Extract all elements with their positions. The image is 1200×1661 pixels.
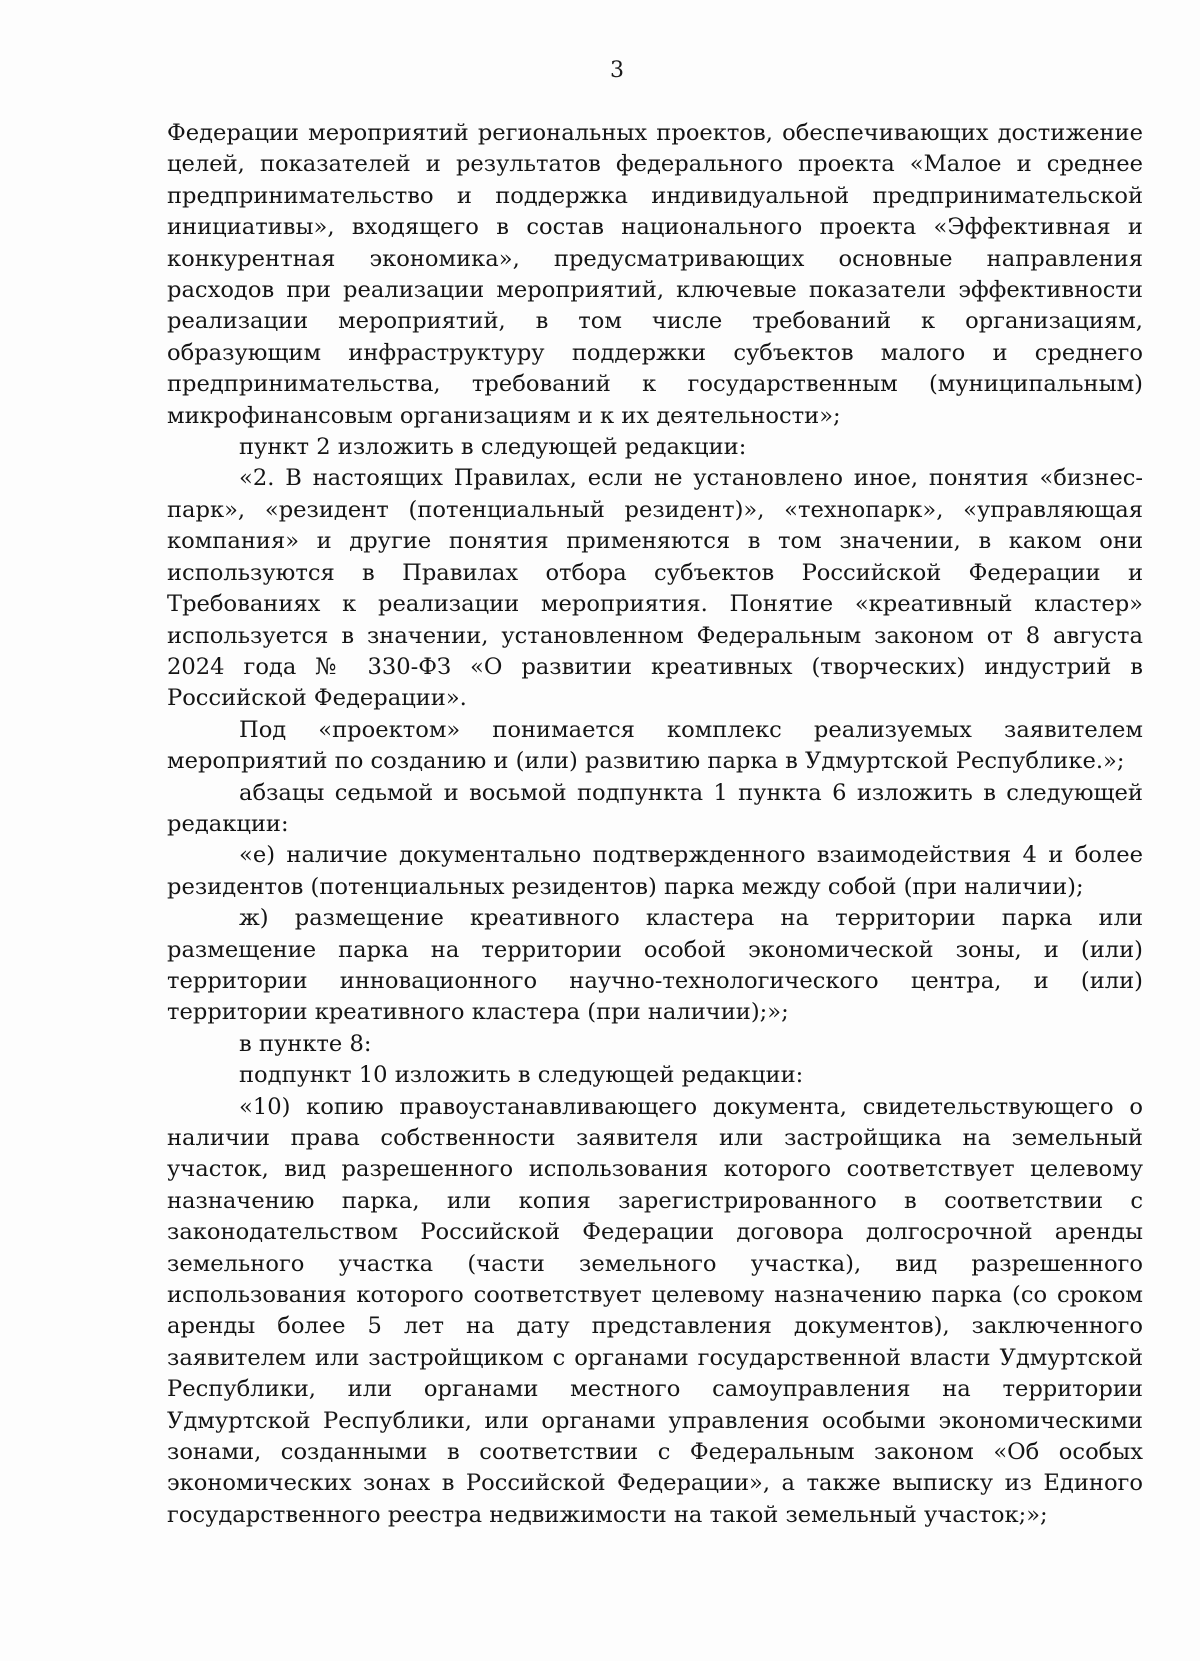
paragraph-project-definition: Под «проектом» понимается комплекс реализуемых заявителем мероприятий по созданию и (или) развитию парка в Удмуртской Республике.»; <box>167 716 1143 775</box>
paragraph-subitem-10-instruction: подпункт 10 изложить в следующей редакции: <box>239 1062 804 1089</box>
document-body <box>167 118 1143 1531</box>
paragraph-item-2-instruction: пункт 2 изложить в следующей редакции: <box>239 434 747 461</box>
paragraph-subitem-10-text: «10) копию правоустанавливающего документа, свидетельствующего о наличии права собственности заявителя или застройщика на земельный участок, вид разрешенного использования которого соответствует целевому назначению парка, или копия зарегистрированного в соответствии с законодательством Российской Федерации договора долгосрочной аренды земельного участка (части земельного участка), вид разрешенного использования которого соответствует целевому назначению парка (со сроком аренды более 5 лет на дату представления документов), заключенного заявителем или застройщиком с органами государственной власти Удмуртской Республики, или органами местного самоуправления на территории Удмуртской Республики, или органами управления особыми экономическими зонами, созданными в соответствии с Федеральным законом «Об особых экономических зонах в Российской Федерации», а также выписку из Единого государственного реестра недвижимости на такой земельный участок;»; <box>167 1093 1143 1528</box>
paragraph-item-8: в пункте 8: <box>239 1030 372 1057</box>
paragraph-item-2-text: «2. В настоящих Правилах, если не установлено иное, понятия «бизнес-парк», «резидент (потенциальный резидент)», «технопарк», «управляющая компания» и другие понятия применяются в том значении, в каком они используются в Правилах отбора субъектов Российской Федерации и Требованиях к реализации мероприятия. Понятие «креативный кластер» используется в значении, установленном Федеральным законом от 8 августа 2024 года № 330-ФЗ «О развитии креативных (творческих) индустрий в Российской Федерации». <box>167 465 1143 712</box>
paragraph-subitem-zh: ж) размещение креативного кластера на территории парка или размещение парка на территории особой экономической зоны, и (или) территории инновационного научно-технологического центра, и (или) территории креативного кластера (при наличии);»; <box>167 905 1143 1026</box>
paragraph-subitem-e: «е) наличие документально подтвержденного взаимодействия 4 и более резидентов (потенциальных резидентов) парка между собой (при наличии); <box>167 842 1143 900</box>
page-number: 3 <box>610 58 624 83</box>
paragraph-item-6-instruction: абзацы седьмой и восьмой подпункта 1 пункта 6 изложить в следующей редакции: <box>167 779 1143 837</box>
paragraph-continuation: Федерации мероприятий региональных проектов, обеспечивающих достижение целей, показателей и результатов федерального проекта «Малое и среднее предпринимательство и поддержка индивидуальной предпринимательской инициативы», входящего в состав национального проекта «Эффективная и конкурентная экономика», предусматривающих основные направления расходов при реализации мероприятий, ключевые показатели эффективности реализации мероприятий, в том числе требований к организациям, образующим инфраструктуру поддержки субъектов малого и среднего предпринимательства, требований к государственным (муниципальным) микрофинансовым организациям и к их деятельности»; <box>167 120 1143 429</box>
